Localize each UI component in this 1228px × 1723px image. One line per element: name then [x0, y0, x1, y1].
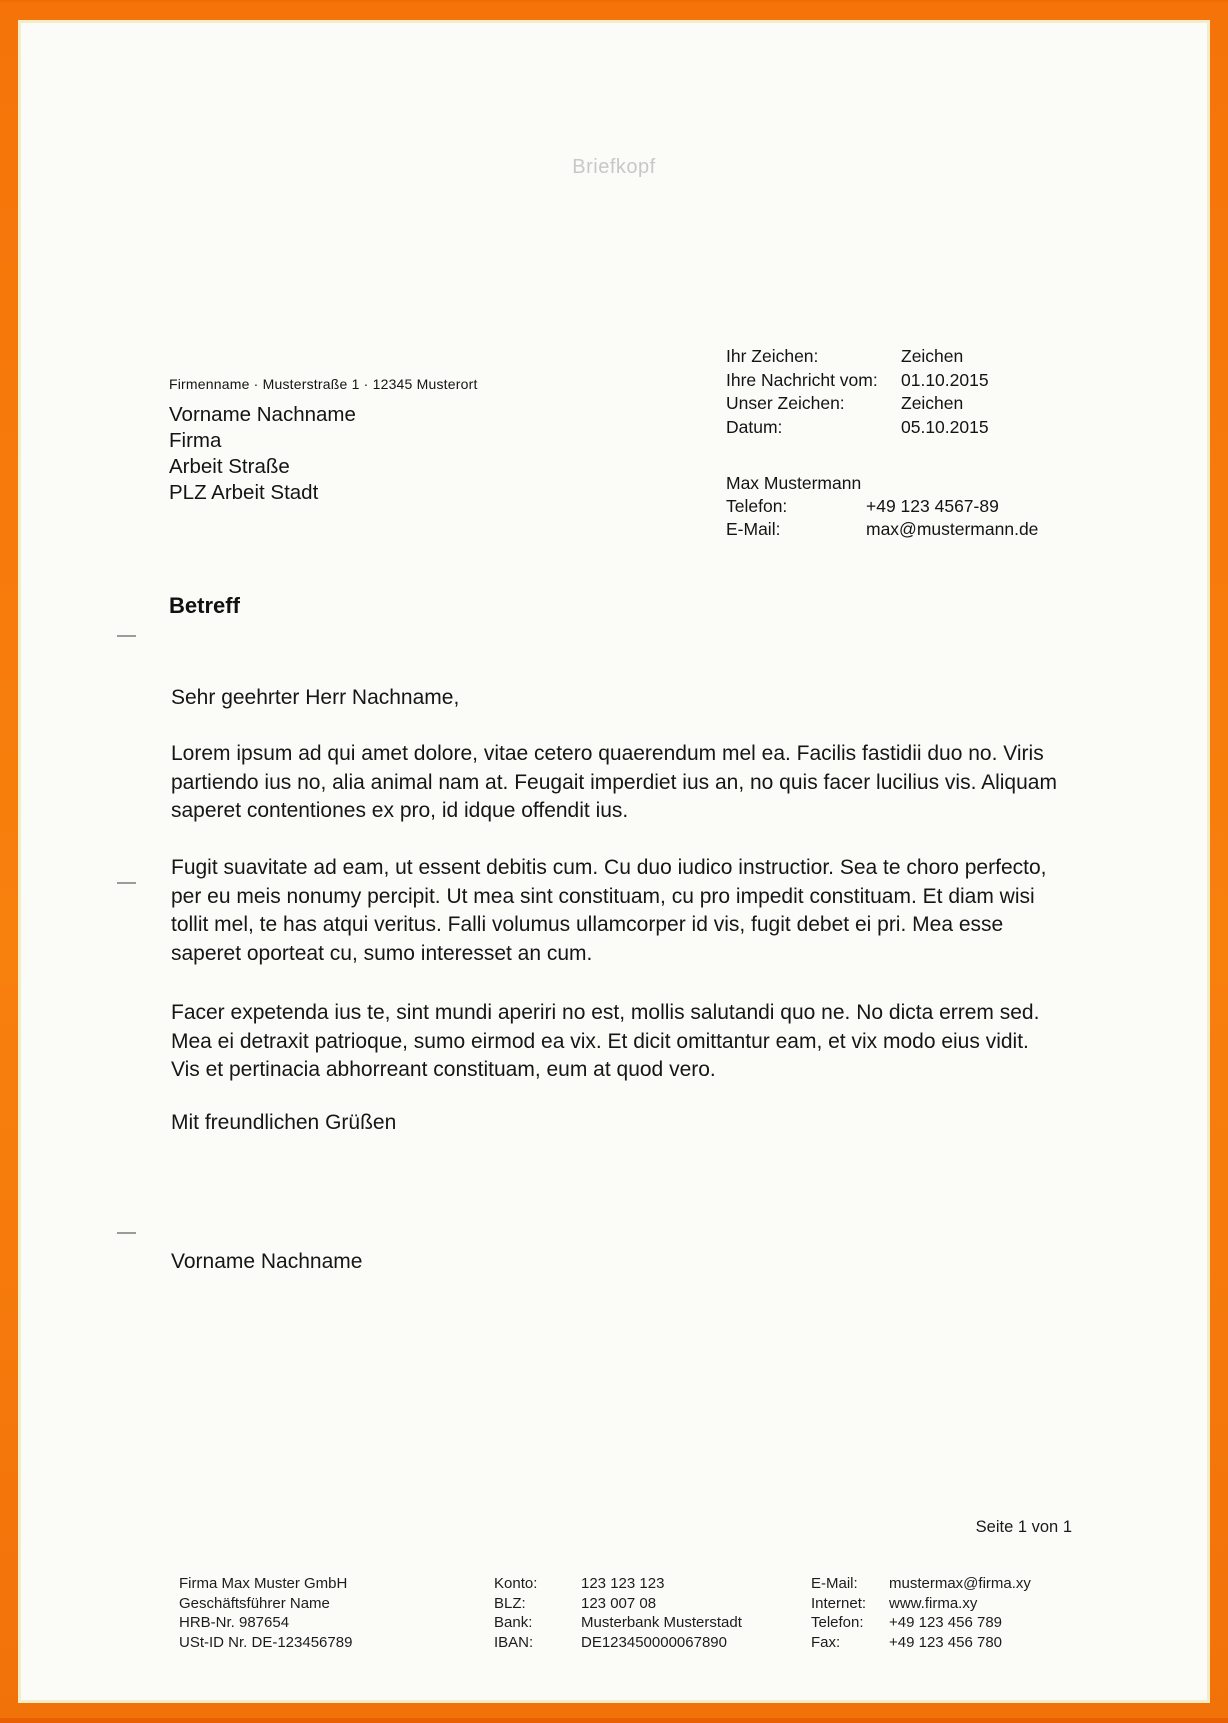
- info-value: Zeichen: [901, 393, 964, 413]
- footer-value: www.firma.xy: [889, 1594, 978, 1612]
- info-row-ihr-zeichen: [726, 345, 989, 369]
- contact-value: max@mustermann.de: [866, 519, 1039, 539]
- body-line: saperet contentiones ex pro, id idque offendit ius.: [171, 799, 629, 822]
- sender-return-address-line: Firmenname · Musterstraße 1 · 12345 Musterort: [169, 376, 478, 392]
- footer-row-konto: [494, 1574, 742, 1594]
- footer-row-telefon: [811, 1613, 1031, 1633]
- closing-salutation: Mit freundlichen Grüßen: [171, 1111, 397, 1134]
- body-line: partiendo ius no, alia animal nam at. Feugait imperdiet ius an, no quis facer lucilius vis. Aliquam: [171, 770, 1057, 794]
- body-line: Vis et pertinacia abhorreant constituam, eum at quod vero.: [171, 1058, 716, 1081]
- footer-company-column: [179, 1574, 352, 1652]
- body-line: Lorem ipsum ad qui amet dolore, vitae cetero quaerendum mel ea. Facilis fastidii duo no. Viris: [171, 742, 1044, 765]
- salutation-line: Sehr geehrter Herr Nachname,: [171, 686, 460, 709]
- footer-label: Konto:: [494, 1575, 538, 1592]
- footer-label: IBAN:: [494, 1633, 534, 1651]
- body-paragraph: [171, 854, 1046, 968]
- footer-label: BLZ:: [494, 1594, 526, 1612]
- recipient-street: Arbeit Straße: [169, 455, 290, 478]
- footer-row-internet: [811, 1594, 1031, 1614]
- recipient-company: Firma: [169, 429, 222, 452]
- info-value: Zeichen: [901, 346, 964, 366]
- footer-row-email: [811, 1574, 1031, 1594]
- footer-value: DE123450000067890: [581, 1633, 727, 1651]
- contact-label: E-Mail:: [726, 519, 781, 539]
- fold-mark-icon: [117, 1232, 136, 1234]
- info-label: Unser Zeichen:: [726, 393, 845, 413]
- page-number: Seite 1 von 1: [975, 1518, 1072, 1536]
- body-paragraph: [171, 999, 1039, 1085]
- body-line: tollit mel, te has atqui veritus. Falli volumus ullamcorper id vis, fugit debet ei pri. Mea esse: [171, 913, 1004, 936]
- info-row-datum: [726, 416, 989, 440]
- footer-value: 123 123 123: [581, 1575, 665, 1592]
- footer-managing-director: Geschäftsführer Name: [179, 1594, 330, 1612]
- footer-value: 123 007 08: [581, 1594, 657, 1612]
- recipient-city: PLZ Arbeit Stadt: [169, 481, 319, 504]
- body-line: Fugit suavitate ad eam, ut essent debitis cum. Cu duo iudico instructior. Sea te choro perfecto,: [171, 856, 1047, 879]
- contact-value: +49 123 4567-89: [866, 496, 999, 516]
- footer-row-iban: [494, 1633, 742, 1653]
- sender-contact-name: Max Mustermann: [726, 473, 862, 493]
- info-label: Ihre Nachricht vom:: [726, 369, 878, 390]
- footer-label: Internet:: [811, 1594, 867, 1612]
- signature-name: Vorname Nachname: [171, 1250, 363, 1273]
- footer-row-blz: [494, 1594, 742, 1614]
- info-row-nachricht-vom: [726, 369, 989, 393]
- footer-value: mustermax@firma.xy: [889, 1575, 1031, 1592]
- body-paragraph: [171, 740, 1057, 826]
- subject-line: Betreff: [169, 593, 240, 618]
- letter-sheet: [18, 20, 1210, 1703]
- footer-label: E-Mail:: [811, 1575, 858, 1592]
- body-line: per eu meis nonumy percipit. Ut mea sint constituam, cu pro impedit constituam. Et diam wisi: [171, 884, 1035, 908]
- info-label: Datum:: [726, 416, 783, 437]
- body-line: Facer expetenda ius te, sint mundi aperiri no est, mollis salutandi quo ne. No dicta errem sed.: [171, 1001, 1040, 1024]
- footer-hrb-number: HRB-Nr. 987654: [179, 1614, 290, 1631]
- info-row-unser-zeichen: [726, 392, 989, 416]
- sender-contact-block: [726, 472, 1038, 541]
- info-value: 01.10.2015: [901, 369, 989, 390]
- recipient-address-block: [169, 402, 356, 506]
- contact-row-email: [726, 518, 1038, 541]
- footer-label: Telefon:: [811, 1614, 864, 1631]
- footer-contact-column: [811, 1574, 1031, 1652]
- contact-label: Telefon:: [726, 496, 788, 516]
- footer-label: Bank:: [494, 1614, 533, 1631]
- footer-value: Musterbank Musterstadt: [581, 1614, 742, 1631]
- reference-info-block: [726, 345, 989, 439]
- fold-mark-icon: [117, 635, 136, 637]
- footer-value: +49 123 456 789: [889, 1614, 1003, 1631]
- footer-value: +49 123 456 780: [889, 1633, 1003, 1651]
- footer-row-fax: [811, 1633, 1031, 1653]
- footer-label: Fax:: [811, 1633, 841, 1651]
- center-mark-icon: [117, 882, 136, 884]
- footer-company-name: Firma Max Muster GmbH: [179, 1575, 348, 1592]
- info-label: Ihr Zeichen:: [726, 346, 819, 366]
- body-line: Mea ei detraxit patrioque, sumo eirmod ea vix. Et dicit omittantur eam, et vix modo eius vidit.: [171, 1029, 1029, 1053]
- contact-row-telefon: [726, 495, 1038, 518]
- recipient-name: Vorname Nachname: [169, 403, 356, 426]
- footer-vat-id: USt-ID Nr. DE-123456789: [179, 1633, 353, 1651]
- footer-row-bank: [494, 1613, 742, 1633]
- info-value: 05.10.2015: [901, 416, 989, 437]
- body-line: saperet oporteat cu, sumo interesset an cum.: [171, 941, 593, 965]
- letterhead-watermark: Briefkopf: [572, 156, 656, 178]
- footer-bank-column: [494, 1574, 742, 1652]
